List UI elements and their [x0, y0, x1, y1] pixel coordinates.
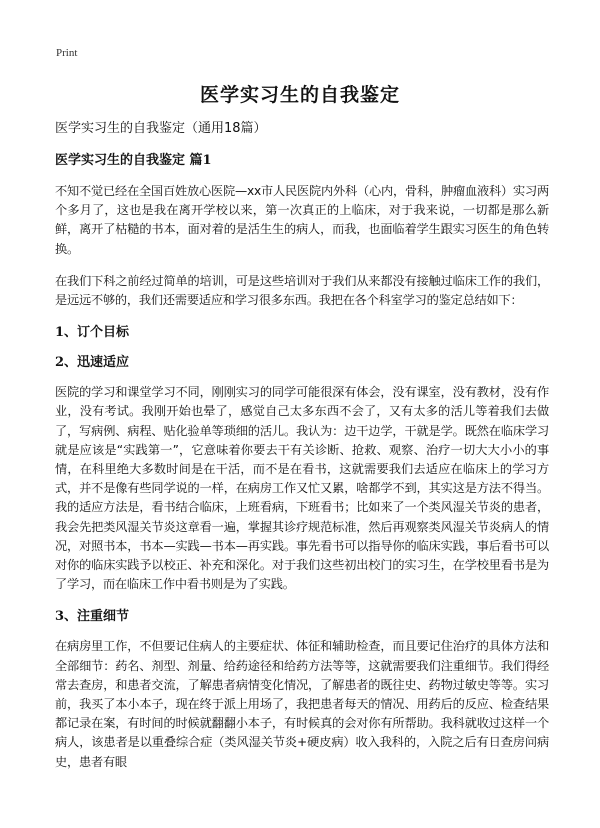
- item-heading-goal: 1、订个目标: [55, 325, 130, 341]
- section-title: 医学实习生的自我鉴定 篇1: [55, 153, 212, 168]
- paragraph: 在病房里工作，不但要记住病人的主要症状、体征和辅助检查，而且要记住治疗的具体方法和全部细节：药名、剂型、剂量、给药途径和给药方法等等，这就需要我们注重细节。我们得经常去查房，和患者交流，了解患者病情变化情况，了解患者的既往史、药物过敏史等等。实习前，我买了本小本子，现在终于派上用场了，我把患者每天的情况、用药后的反应、检查结果都记录在案，有时间的时候就翻翻小本子，有时候真的会对你有所帮助。我科就收过这样一个病人，该患者是以重叠综合症（类风湿关节炎+硬皮病）收入我科的，入院之后有日查房问病史，患者有眼: [55, 639, 549, 769]
- paragraph: 在我们下科之前经过简单的培训，可是这些培训对于我们从来都没有接触过临床工作的我们，是远远不够的，我们还需要适应和学习很多东西。我把在各个科室学习的鉴定总结如下：: [55, 273, 549, 308]
- paragraph: 不知不觉已经在全国百姓放心医院—xx市人民医院内外科（心内，骨科，肿瘤血液科）实习两个多月了，这也是我在离开学校以来，第一次真正的上临床，对于我来说，一切都是那么新鲜，离开了枯糙的书本，面对着的是活生生的病人，而我，也面临着学生跟实习医生的角色转换。: [55, 184, 549, 256]
- page-title: 医学实习生的自我鉴定: [199, 84, 400, 106]
- item-heading-adapt: 2、迅速适应: [55, 355, 130, 371]
- document-body: [55, 119, 549, 785]
- document-subtitle: 医学实习生的自我鉴定（通用18篇）: [55, 121, 267, 136]
- paragraph: 医院的学习和课堂学习不同，刚刚实习的同学可能很深有体会，没有课室，没有教材，没有作业，没有考试。我刚开始也晕了，感觉自己太多东西不会了，又有太多的活儿等着我们去做了，写病例、病程、贴化验单等琐细的活儿。我认为：边干边学，干就是学。既然在临床学习就是应该是“实践第一”，它意味着你要去干有关诊断、抢救、观察、治疗一切大大小小的事情，在科里绝大多数时间是在干活，而不是在看书，这就需要我们去适应在临床上的学习方式，并不是像有些同学说的一样，在病房工作又忙又累，啥都学不到，其实这是方法不得当。我的适应方法是，看书结合临床，上班看病，下班看书；比如来了一个类风湿关节炎的患者，我会先把类风湿关节炎这章看一遍，掌握其诊疗规范标准，然后再观察类风湿关节炎病人的情况，对照书本，书本—实践—书本—再实践。事先看书可以指导你的临床实践，事后看书可以对你的临床实践予以校正、补充和深化。对于我们这些初出校门的实习生，在学校里看书是为了学习，而在临床工作中看书则是为了实践。: [55, 385, 549, 592]
- print-link[interactable]: Print: [56, 47, 78, 59]
- item-heading-details: 3、注重细节: [55, 609, 130, 625]
